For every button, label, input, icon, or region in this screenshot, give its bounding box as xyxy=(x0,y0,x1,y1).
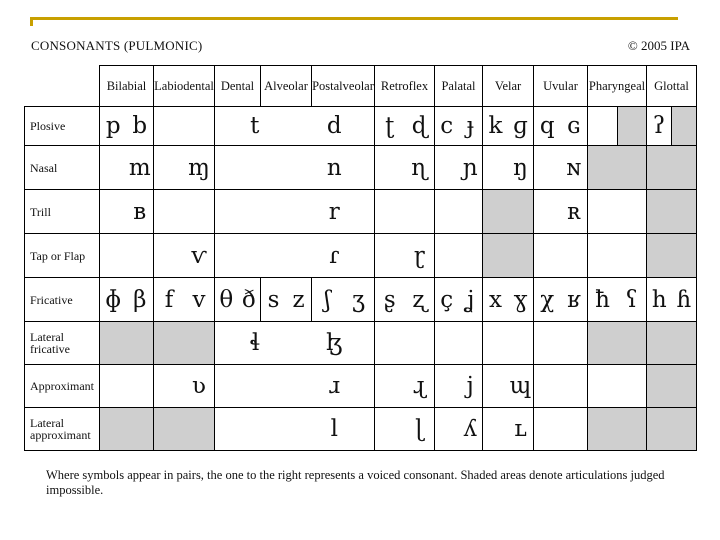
cell-glottal xyxy=(647,365,697,408)
cell-glottal xyxy=(647,234,697,278)
voiced-symbol: ʐ xyxy=(412,286,427,313)
column-header-postalveolar: Postalveolar xyxy=(312,66,375,107)
cell-dental-alveolar-postalveolar xyxy=(215,107,375,146)
voiced-symbol: j xyxy=(466,373,474,399)
voiced-symbol: ɲ xyxy=(462,154,478,181)
cell-pharyngeal xyxy=(588,408,647,451)
symbol-pair xyxy=(215,365,374,407)
voiced-symbol: ɽ xyxy=(413,242,425,269)
cell-glottal xyxy=(647,146,697,190)
symbol-pair xyxy=(215,322,374,364)
cell-retroflex xyxy=(375,234,435,278)
voiced-symbol: ɢ xyxy=(567,113,581,139)
cell-glottal xyxy=(647,408,697,451)
symbol-pair xyxy=(261,278,311,321)
cell-dental-alveolar-postalveolar xyxy=(215,365,375,408)
cell-labiodental xyxy=(154,322,215,365)
symbol-pair xyxy=(154,146,214,189)
cell-glottal xyxy=(647,322,697,365)
cell-bilabial xyxy=(100,146,154,190)
symbol-pair xyxy=(375,322,434,364)
row-trill xyxy=(25,190,697,234)
cell-retroflex xyxy=(375,107,435,146)
row-approximant xyxy=(25,365,697,408)
voiceless-symbol: ɸ xyxy=(105,286,122,313)
symbol-pair xyxy=(435,107,482,145)
voiceless-symbol: ʔ xyxy=(652,113,666,139)
voiceless-symbol: s xyxy=(267,286,280,313)
cell-bilabial xyxy=(100,190,154,234)
symbol-pair xyxy=(435,365,482,407)
pharyngeal-split xyxy=(588,107,646,145)
voiced-symbol: ɴ xyxy=(566,154,582,181)
accent-line xyxy=(30,17,678,20)
symbol-pair xyxy=(534,408,587,450)
cell-labiodental xyxy=(154,278,215,322)
voiced-symbol: z xyxy=(292,286,305,313)
symbol-pair xyxy=(215,408,374,450)
cell-retroflex xyxy=(375,365,435,408)
cell-uvular xyxy=(534,365,588,408)
cell-labiodental xyxy=(154,190,215,234)
accent-tick xyxy=(30,17,33,26)
voiced-symbol: ɣ xyxy=(513,286,528,313)
symbol-pair xyxy=(100,278,153,321)
column-header-bilabial: Bilabial xyxy=(100,66,154,107)
symbol-pair xyxy=(483,408,533,450)
column-header-retroflex: Retroflex xyxy=(375,66,435,107)
voiceless-symbol: ç xyxy=(440,286,454,313)
symbol-pair xyxy=(375,365,434,407)
cell-velar xyxy=(483,278,534,322)
column-header-velar: Velar xyxy=(483,66,534,107)
voiced-symbol: b xyxy=(132,113,148,139)
symbol-pair xyxy=(588,278,646,321)
row-label: Approximant xyxy=(25,365,100,408)
symbol-pair xyxy=(534,322,587,364)
consonant-table-container xyxy=(24,65,697,451)
symbol-pair xyxy=(647,107,696,145)
voiceless-symbol: ʂ xyxy=(383,286,396,313)
voiceless-symbol: q xyxy=(539,113,555,139)
row-lateral-fricative xyxy=(25,322,697,365)
table-body xyxy=(25,107,697,451)
cell-uvular xyxy=(534,234,588,278)
cell-palatal xyxy=(435,146,483,190)
row-plosive xyxy=(25,107,697,146)
cell-palatal xyxy=(435,107,483,146)
voiced-symbol: ɰ xyxy=(509,373,532,399)
symbol-pair xyxy=(375,190,434,233)
symbol-pair xyxy=(375,278,434,321)
cell-uvular xyxy=(534,278,588,322)
row-label: Fricative xyxy=(25,278,100,322)
cell-uvular xyxy=(534,408,588,451)
column-header-dental: Dental xyxy=(215,66,261,107)
cell-labiodental xyxy=(154,408,215,451)
voiceless-symbol: f xyxy=(164,286,174,313)
voiced-symbol: ʀ xyxy=(567,198,581,225)
symbol-pair xyxy=(435,234,482,277)
voiceless-symbol: c xyxy=(440,113,454,139)
voiced-symbol: ɳ xyxy=(411,154,428,181)
cell-bilabial xyxy=(100,234,154,278)
voiced-symbol: ɹ xyxy=(328,373,341,399)
symbol-pair xyxy=(215,278,260,321)
row-label: Nasal xyxy=(25,146,100,190)
symbol-pair xyxy=(534,234,587,277)
column-header-labiodental: Labiodental xyxy=(154,66,215,107)
cell-glottal xyxy=(647,278,697,322)
symbol-pair xyxy=(647,278,696,321)
column-header-glottal: Glottal xyxy=(647,66,697,107)
cell-uvular xyxy=(534,190,588,234)
voiced-symbol: ʟ xyxy=(514,416,527,442)
symbol-pair xyxy=(154,107,214,145)
symbol-pair xyxy=(215,146,374,189)
cell-velar xyxy=(483,107,534,146)
symbol-pair xyxy=(483,322,533,364)
cell-velar xyxy=(483,365,534,408)
cell-glottal xyxy=(647,190,697,234)
voiced-symbol: ɻ xyxy=(412,373,426,399)
symbol-pair xyxy=(100,146,153,189)
cell-labiodental xyxy=(154,146,215,190)
voiced-symbol: r xyxy=(328,198,340,225)
cell-postalveolar xyxy=(312,278,375,322)
cell-retroflex xyxy=(375,322,435,365)
voiced-symbol: ɮ xyxy=(326,330,343,356)
copyright-notice: © 2005 IPA xyxy=(627,38,690,53)
symbol-pair xyxy=(435,190,482,233)
cell-uvular xyxy=(534,107,588,146)
cell-pharyngeal xyxy=(588,278,647,322)
voiceless-symbol: x xyxy=(489,286,502,313)
cell-pharyngeal xyxy=(588,322,647,365)
cell-pharyngeal xyxy=(588,146,647,190)
cell-pharyngeal xyxy=(588,365,647,408)
symbol-pair xyxy=(588,234,646,277)
corner-cell xyxy=(25,66,100,107)
voiced-symbol: ɖ xyxy=(411,113,427,139)
column-header-pharyngeal: Pharyngeal xyxy=(588,66,647,107)
column-header-uvular: Uvular xyxy=(534,66,588,107)
cell-labiodental xyxy=(154,107,215,146)
voiced-symbol: ɾ xyxy=(329,242,340,269)
voiced-symbol: β xyxy=(133,286,147,313)
symbol-pair xyxy=(375,146,434,189)
voiced-symbol: ɱ xyxy=(188,154,210,181)
symbol-pair xyxy=(483,107,533,145)
symbol-pair xyxy=(375,107,434,145)
symbol-pair xyxy=(100,365,153,407)
column-header-palatal: Palatal xyxy=(435,66,483,107)
voiced-symbol: ɭ xyxy=(415,416,424,442)
symbol-pair xyxy=(483,365,533,407)
footnote: Where symbols appear in pairs, the one to the right represents a voiced consonant. Shaded areas denote articulations judged impossible. xyxy=(46,468,665,497)
symbol-pair xyxy=(435,322,482,364)
symbol-pair xyxy=(534,365,587,407)
voiceless-symbol: ɬ xyxy=(249,330,260,356)
symbol-pair xyxy=(588,365,646,407)
row-label: Plosive xyxy=(25,107,100,146)
cell-labiodental xyxy=(154,234,215,278)
cell-dental xyxy=(215,278,261,322)
cell-alveolar xyxy=(261,278,312,322)
voiced-symbol: l xyxy=(330,416,338,442)
voiced-symbol: ʋ xyxy=(192,373,206,399)
symbol-pair xyxy=(534,278,587,321)
symbol-pair xyxy=(588,190,646,233)
symbol-pair xyxy=(215,234,374,277)
voiced-symbol: ʙ xyxy=(133,198,147,225)
symbol-pair xyxy=(100,107,153,145)
row-label: Trill xyxy=(25,190,100,234)
symbol-pair xyxy=(375,234,434,277)
cell-bilabial xyxy=(100,278,154,322)
symbol-pair xyxy=(215,107,374,145)
cell-palatal xyxy=(435,322,483,365)
cell-palatal xyxy=(435,234,483,278)
cell-uvular xyxy=(534,146,588,190)
voiced-symbol: ɟ xyxy=(466,113,474,139)
row-label: Tap or Flap xyxy=(25,234,100,278)
cell-labiodental xyxy=(154,365,215,408)
voiced-symbol: ʁ xyxy=(567,286,581,313)
cell-uvular xyxy=(534,322,588,365)
symbol-pair xyxy=(154,190,214,233)
cell-retroflex xyxy=(375,190,435,234)
cell-dental-alveolar-postalveolar xyxy=(215,146,375,190)
column-header-row xyxy=(25,66,697,107)
half-blank xyxy=(588,107,617,145)
voiceless-symbol: θ xyxy=(219,286,234,313)
row-nasal xyxy=(25,146,697,190)
cell-retroflex xyxy=(375,146,435,190)
symbol-pair xyxy=(154,278,214,321)
symbol-pair xyxy=(534,146,587,189)
voiceless-symbol: ʃ xyxy=(324,286,331,313)
cell-palatal xyxy=(435,278,483,322)
voiced-symbol: ɦ xyxy=(676,286,692,313)
voiced-symbol: ʎ xyxy=(463,416,477,442)
symbol-pair xyxy=(534,190,587,233)
chart-title: CONSONANTS (PULMONIC) xyxy=(31,38,203,53)
voiced-symbol: m xyxy=(128,154,151,181)
cell-palatal xyxy=(435,190,483,234)
voiceless-symbol: h xyxy=(651,286,667,313)
symbol-pair xyxy=(435,146,482,189)
voiced-symbol: ɡ xyxy=(513,113,528,139)
symbol-pair xyxy=(483,146,533,189)
symbol-pair xyxy=(100,234,153,277)
cell-bilabial xyxy=(100,408,154,451)
cell-velar xyxy=(483,146,534,190)
voiced-symbol: ʕ xyxy=(625,286,638,313)
voiced-symbol xyxy=(671,107,696,145)
symbol-pair xyxy=(435,278,482,321)
row-label: Lateral approximant xyxy=(25,408,100,451)
voiceless-symbol: ʈ xyxy=(385,113,395,139)
voiceless-symbol: p xyxy=(105,113,121,139)
voiced-symbol: v xyxy=(192,286,206,313)
symbol-pair xyxy=(312,278,374,321)
row-tap-or-flap xyxy=(25,234,697,278)
cell-dental-alveolar-postalveolar xyxy=(215,234,375,278)
voiced-symbol: ʒ xyxy=(352,286,365,313)
column-header-alveolar: Alveolar xyxy=(261,66,312,107)
consonant-table xyxy=(24,65,697,451)
voiced-symbol: ʝ xyxy=(466,286,475,313)
symbol-pair xyxy=(154,234,214,277)
symbol-pair xyxy=(100,190,153,233)
voiceless-symbol: k xyxy=(488,113,503,139)
cell-velar xyxy=(483,408,534,451)
cell-dental-alveolar-postalveolar xyxy=(215,190,375,234)
voiced-symbol: ⱱ xyxy=(191,242,207,269)
cell-pharyngeal xyxy=(588,107,647,146)
cell-velar xyxy=(483,234,534,278)
cell-bilabial xyxy=(100,107,154,146)
voiceless-symbol: t xyxy=(250,113,260,139)
cell-velar xyxy=(483,322,534,365)
cell-bilabial xyxy=(100,322,154,365)
symbol-pair xyxy=(483,278,533,321)
cell-palatal xyxy=(435,365,483,408)
row-lateral-approximant xyxy=(25,408,697,451)
voiceless-symbol: χ xyxy=(540,286,555,313)
row-label: Lateral fricative xyxy=(25,322,100,365)
cell-retroflex xyxy=(375,408,435,451)
symbol-pair xyxy=(154,365,214,407)
cell-pharyngeal xyxy=(588,234,647,278)
voiceless-symbol: ħ xyxy=(595,286,610,313)
cell-velar xyxy=(483,190,534,234)
cell-palatal xyxy=(435,408,483,451)
symbol-pair xyxy=(534,107,587,145)
voiced-symbol: ð xyxy=(241,286,256,313)
half-shaded xyxy=(617,107,647,145)
cell-dental-alveolar-postalveolar xyxy=(215,322,375,365)
symbol-pair xyxy=(375,408,434,450)
voiced-symbol: n xyxy=(326,154,342,181)
voiced-symbol: ŋ xyxy=(513,154,528,181)
voiced-symbol: d xyxy=(326,113,342,139)
row-fricative xyxy=(25,278,697,322)
cell-pharyngeal xyxy=(588,190,647,234)
symbol-pair xyxy=(435,408,482,450)
symbol-pair xyxy=(215,190,374,233)
cell-bilabial xyxy=(100,365,154,408)
cell-glottal xyxy=(647,107,697,146)
cell-retroflex xyxy=(375,278,435,322)
cell-dental-alveolar-postalveolar xyxy=(215,408,375,451)
